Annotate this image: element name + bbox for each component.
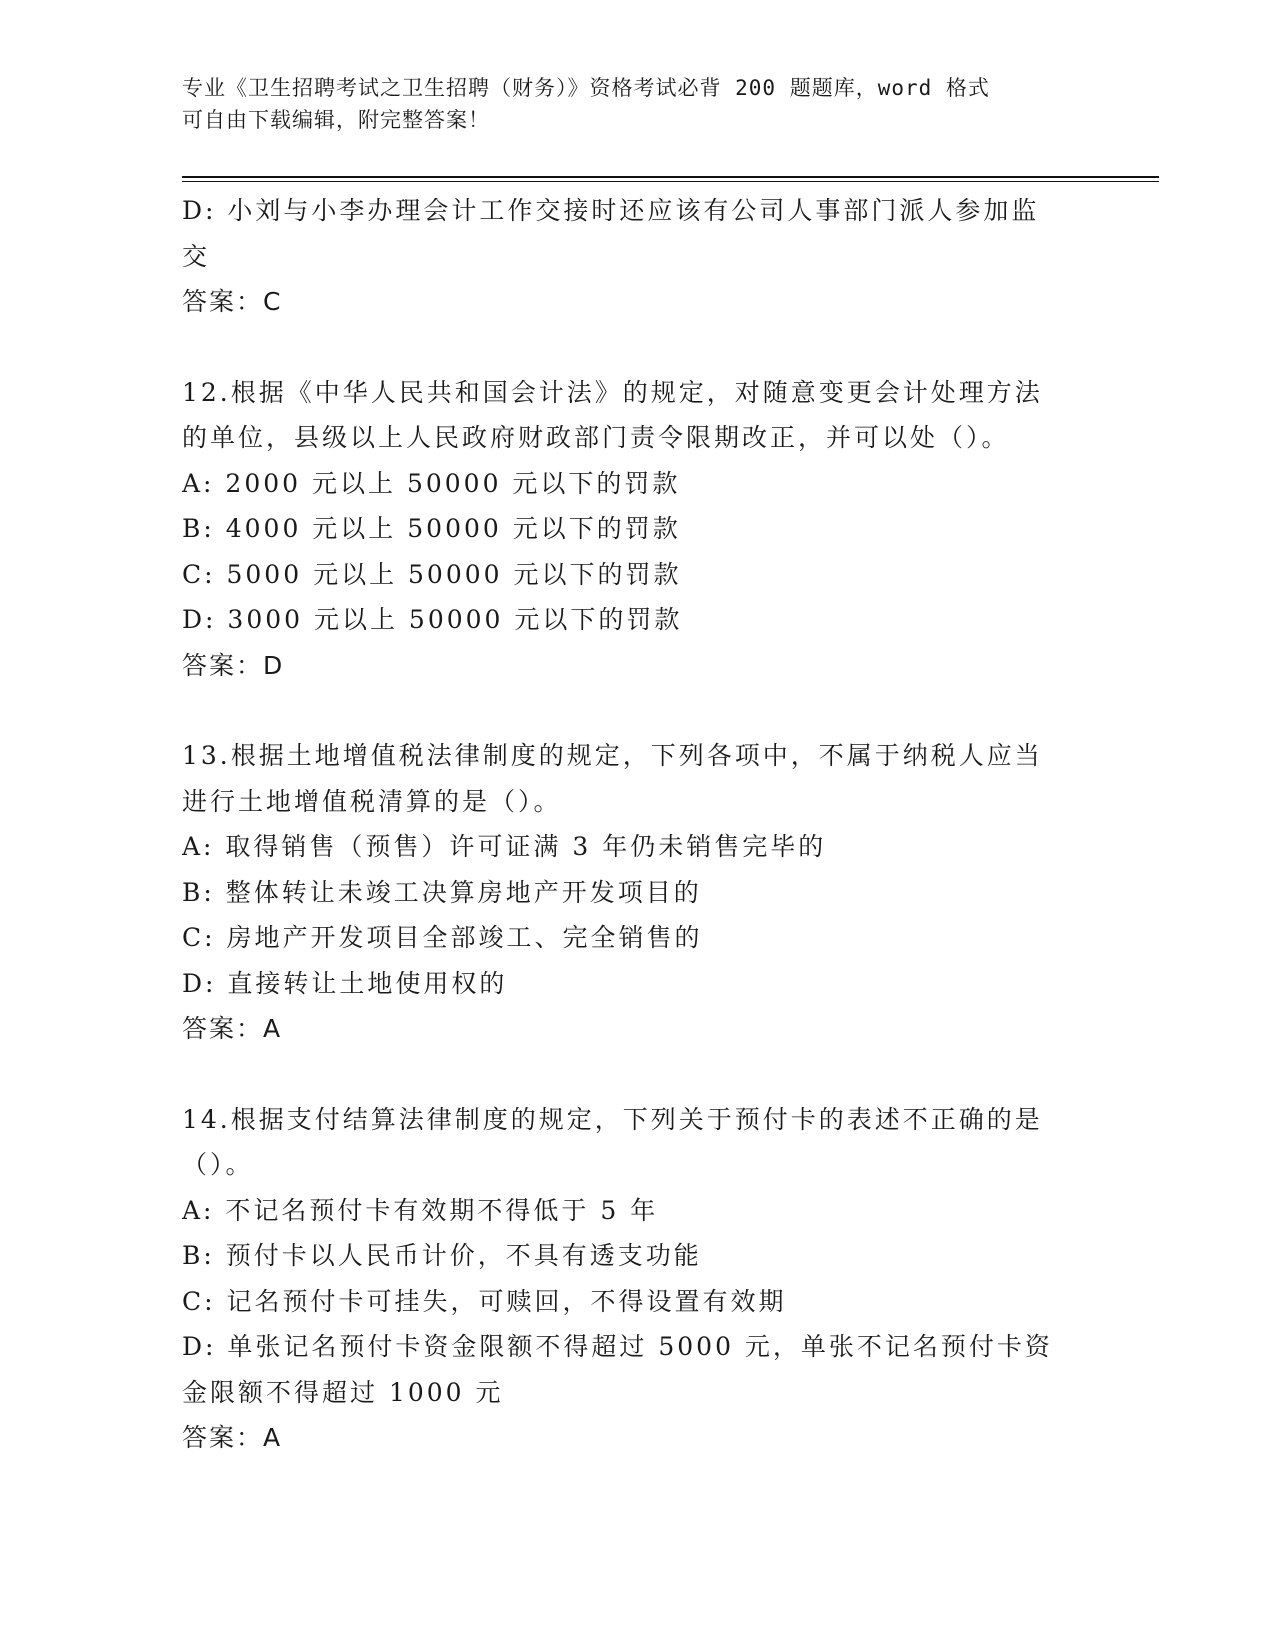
answer-line: 答案：C <box>182 287 283 316</box>
header-divider-thick <box>182 176 1159 178</box>
answer-line: 答案：A <box>182 1014 283 1043</box>
question-stem-line-2: 的单位，县级以上人民政府财政部门责令限期改正，并可以处（）。 <box>182 423 1010 452</box>
question-stem-line-2: （）。 <box>182 1150 254 1179</box>
option-b: B: 整体转让未竣工决算房地产开发项目的 <box>182 877 702 907</box>
answer-line: 答案：A <box>182 1423 283 1452</box>
option-b: B: 预付卡以人民币计价，不具有透支功能 <box>182 1241 702 1270</box>
question-14 <box>182 1097 1082 1461</box>
spacer <box>182 688 1082 733</box>
option-d-continued: 交 <box>182 241 211 271</box>
question-stem-line-1: 14.根据支付结算法律制度的规定，下列关于预付卡的表述不正确的是 <box>182 1104 1043 1134</box>
option-a: A: 不记名预付卡有效期不得低于 5 年 <box>182 1195 659 1225</box>
question-content <box>182 188 1082 1461</box>
option-c: C: 房地产开发项目全部竣工、完全销售的 <box>182 923 703 952</box>
question-13 <box>182 733 1082 1052</box>
header-title-line-2: 可自由下载编辑，附完整答案！ <box>182 108 490 132</box>
header-title-line-1: 专业《卫生招聘考试之卫生招聘（财务）》资格考试必背 200 题题库，word 格式 <box>182 76 990 100</box>
answer-line: 答案：D <box>182 650 285 680</box>
document-header <box>182 72 1082 136</box>
option-a: A: 取得销售（预售）许可证满 3 年仍未销售完毕的 <box>182 832 827 861</box>
question-11-tail <box>182 188 1082 325</box>
option-c: C: 记名预付卡可挂失，可赎回，不得设置有效期 <box>182 1286 787 1316</box>
header-divider-thin <box>182 181 1159 182</box>
spacer <box>182 1052 1082 1097</box>
option-a: A: 2000 元以上 50000 元以下的罚款 <box>182 468 681 498</box>
question-stem-line-1: 13.根据土地增值税法律制度的规定，下列各项中，不属于纳税人应当 <box>182 741 1043 770</box>
spacer <box>182 325 1082 370</box>
option-c: C: 5000 元以上 50000 元以下的罚款 <box>182 559 682 589</box>
option-d: D: 小刘与小李办理会计工作交接时还应该有公司人事部门派人参加监 <box>182 196 1040 225</box>
option-d-continued: 金限额不得超过 1000 元 <box>182 1377 504 1407</box>
question-stem-line-2: 进行土地增值税清算的是（）。 <box>182 786 562 816</box>
question-12 <box>182 370 1082 689</box>
option-d: D: 单张记名预付卡资金限额不得超过 5000 元，单张不记名预付卡资 <box>182 1332 1053 1361</box>
option-d: D: 3000 元以上 50000 元以下的罚款 <box>182 605 683 634</box>
question-stem-line-1: 12.根据《中华人民共和国会计法》的规定，对随意变更会计处理方法 <box>182 377 1043 407</box>
option-b: B: 4000 元以上 50000 元以下的罚款 <box>182 514 681 543</box>
option-d: D: 直接转让土地使用权的 <box>182 968 508 998</box>
